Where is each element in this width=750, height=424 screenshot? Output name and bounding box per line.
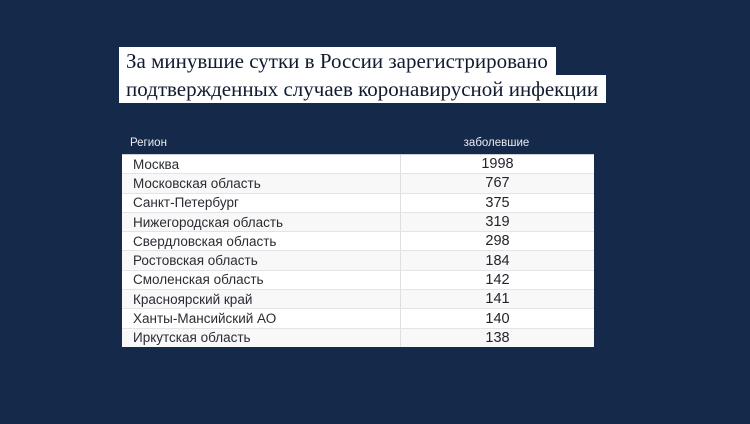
table-row xyxy=(122,250,594,269)
region-cell: Ростовская область xyxy=(133,253,258,269)
table-column-headers xyxy=(0,137,750,151)
table-row xyxy=(122,173,594,192)
region-cell: Нижегородская область xyxy=(133,214,284,230)
cases-cell: 767 xyxy=(400,174,594,192)
cases-table xyxy=(122,154,594,347)
cases-cell: 142 xyxy=(400,271,594,289)
table-row xyxy=(122,193,594,212)
table-row xyxy=(122,270,594,289)
table-row xyxy=(122,308,594,327)
region-cell: Свердловская область xyxy=(133,233,277,249)
headline-line-1-wrap xyxy=(119,47,606,75)
cases-cell: 319 xyxy=(400,213,594,231)
headline-line-2-wrap xyxy=(119,75,606,103)
headline-line-2: подтвержденных случаев коронавирусной инфекции xyxy=(119,75,606,103)
region-cell: Московская область xyxy=(133,175,261,191)
cases-cell: 375 xyxy=(400,194,594,212)
headline xyxy=(119,47,606,103)
cases-cell: 184 xyxy=(400,251,594,269)
cases-cell: 1998 xyxy=(400,155,594,173)
column-header-cases: заболевшие xyxy=(463,137,530,149)
table-row xyxy=(122,328,594,347)
table-row xyxy=(122,155,594,173)
region-cell: Иркутская область xyxy=(133,330,251,346)
headline-line-1: За минувшие сутки в России зарегистрировано xyxy=(119,47,556,75)
cases-cell: 140 xyxy=(400,309,594,327)
cases-cell: 138 xyxy=(400,329,594,347)
table-row xyxy=(122,231,594,250)
table-row xyxy=(122,289,594,308)
region-cell: Ханты-Мансийский АО xyxy=(133,311,277,327)
region-cell: Москва xyxy=(133,156,180,172)
column-header-region: Регион xyxy=(130,137,167,149)
region-cell: Смоленская область xyxy=(133,272,264,288)
region-cell: Красноярский край xyxy=(133,291,253,307)
cases-cell: 141 xyxy=(400,290,594,308)
table-row xyxy=(122,212,594,231)
cases-cell: 298 xyxy=(400,232,594,250)
region-cell: Санкт-Петербург xyxy=(133,195,239,211)
